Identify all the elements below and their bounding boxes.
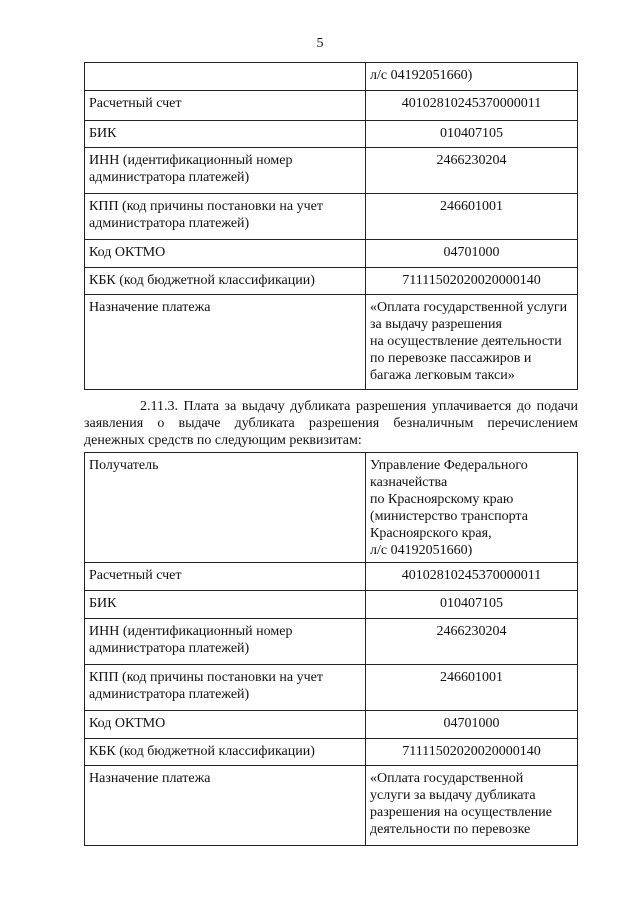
row-value: «Оплата государственной услуги за выдачу разрешения на осуществление деятельности по перевозке пассажиров и багажа легковым такси» (366, 295, 578, 390)
row-label: КБК (код бюджетной классификации) (85, 268, 366, 295)
row-value: 2466230204 (366, 148, 578, 194)
row-value: «Оплата государственной услуги за выдачу дубликата разрешения на осуществление деятельности по перевозке (366, 766, 578, 846)
row-label: Назначение платежа (85, 295, 366, 390)
payment-details-table-1 (84, 62, 578, 390)
row-label: КБК (код бюджетной классификации) (85, 739, 366, 766)
row-value: 40102810245370000011 (366, 91, 578, 121)
page-number: 5 (316, 36, 324, 51)
table-row (85, 766, 578, 846)
table-row (85, 563, 578, 591)
table-row (85, 739, 578, 766)
row-label: БИК (85, 591, 366, 619)
row-value: 71111502020020000140 (366, 739, 578, 766)
paragraph-text: 2.11.3. Плата за выдачу дубликата разрешения уплачивается до подачи заявления о выдаче дубликата разрешения безналичным перечислением денежных средств по следующим реквизитам: (84, 399, 578, 448)
row-value: 2466230204 (366, 619, 578, 665)
row-value: 04701000 (366, 240, 578, 268)
row-value: Управление Федерального казначейства по Красноярскому краю (министерство транспорта Красноярского края, л/с 04192051660) (366, 453, 578, 563)
row-label: Расчетный счет (85, 563, 366, 591)
table-row (85, 453, 578, 563)
paragraph-2-11-3 (84, 398, 578, 449)
table-row (85, 295, 578, 390)
row-value: л/с 04192051660) (366, 63, 578, 91)
row-label: Назначение платежа (85, 766, 366, 846)
row-label: КПП (код причины постановки на учет администратора платежей) (85, 194, 366, 240)
table-row (85, 63, 578, 91)
row-label: БИК (85, 121, 366, 148)
table-row (85, 711, 578, 739)
row-label: ИНН (идентификационный номер администратора платежей) (85, 148, 366, 194)
row-label: Расчетный счет (85, 91, 366, 121)
row-value: 010407105 (366, 591, 578, 619)
row-label: ИНН (идентификационный номер администратора платежей) (85, 619, 366, 665)
row-value: 010407105 (366, 121, 578, 148)
row-value: 40102810245370000011 (366, 563, 578, 591)
table-row (85, 665, 578, 711)
row-value: 246601001 (366, 665, 578, 711)
row-label: Получатель (85, 453, 366, 563)
row-value: 246601001 (366, 194, 578, 240)
table-row (85, 91, 578, 121)
table-row (85, 121, 578, 148)
table-row (85, 268, 578, 295)
payment-details-table-2 (84, 452, 578, 846)
row-label: КПП (код причины постановки на учет администратора платежей) (85, 665, 366, 711)
row-value: 04701000 (366, 711, 578, 739)
table-row (85, 148, 578, 194)
table-row (85, 619, 578, 665)
table-row (85, 591, 578, 619)
table-row (85, 194, 578, 240)
row-label: Код ОКТМО (85, 240, 366, 268)
row-label (85, 63, 366, 91)
row-value: 71111502020020000140 (366, 268, 578, 295)
row-label: Код ОКТМО (85, 711, 366, 739)
table-row (85, 240, 578, 268)
